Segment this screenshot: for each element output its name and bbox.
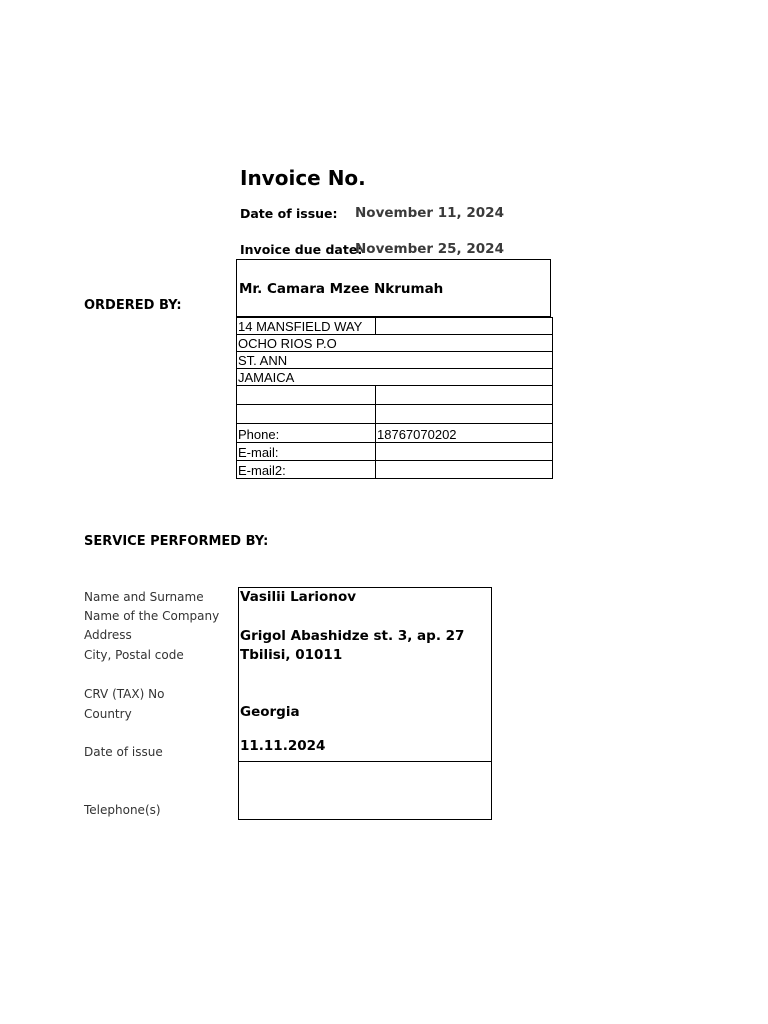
email-label: E-mail:: [237, 443, 376, 461]
phone-label: Phone:: [237, 424, 376, 443]
provider-address: Grigol Abashidze st. 3, ap. 27: [240, 628, 465, 644]
email2-value: [376, 461, 553, 479]
empty-cell: [376, 405, 553, 424]
telephone-label: Telephone(s): [84, 803, 161, 817]
customer-address-table: [236, 317, 553, 479]
table-row: [237, 352, 553, 369]
email-value: [376, 443, 553, 461]
address-line-2: OCHO RIOS P.O: [237, 335, 553, 352]
table-row: [237, 443, 553, 461]
service-date-label: Date of issue: [84, 745, 163, 759]
service-telephone-box: [238, 761, 492, 820]
invoice-title: Invoice No.: [240, 166, 366, 190]
service-details-box: [238, 587, 492, 762]
date-of-issue-value: November 11, 2024: [355, 205, 504, 221]
address-line-1: 14 MANSFIELD WAY: [237, 318, 376, 335]
phone-value: 18767070202: [376, 424, 553, 443]
table-row: [237, 386, 553, 405]
provider-date: 11.11.2024: [240, 738, 326, 754]
country-label: Country: [84, 707, 132, 721]
address-label: Address: [84, 628, 132, 642]
table-row: [237, 405, 553, 424]
due-date-label: Invoice due date:: [240, 242, 363, 257]
company-label: Name of the Company: [84, 609, 220, 623]
empty-cell: [237, 405, 376, 424]
table-row: [237, 335, 553, 352]
customer-name-box: [236, 259, 551, 317]
city-postal-label: City, Postal code: [84, 648, 184, 662]
empty-cell: [376, 386, 553, 405]
customer-name: Mr. Camara Mzee Nkrumah: [239, 281, 444, 297]
address-line-4: JAMAICA: [237, 369, 553, 386]
address-line-1-extra: [376, 318, 553, 335]
table-row: [237, 369, 553, 386]
table-row: [237, 461, 553, 479]
table-row: [237, 424, 553, 443]
ordered-by-label: ORDERED BY:: [84, 298, 182, 313]
tax-number-label: CRV (TAX) No: [84, 687, 165, 701]
date-of-issue-label: Date of issue:: [240, 206, 338, 221]
empty-cell: [237, 386, 376, 405]
provider-country: Georgia: [240, 704, 300, 720]
due-date-value: November 25, 2024: [355, 241, 504, 257]
address-line-3: ST. ANN: [237, 352, 553, 369]
name-surname-label: Name and Surname: [84, 590, 204, 604]
provider-name: Vasilii Larionov: [240, 589, 357, 605]
service-performed-label: SERVICE PERFORMED BY:: [84, 534, 269, 549]
table-row: [237, 318, 553, 335]
provider-city: Tbilisi, 01011: [240, 647, 343, 663]
email2-label: E-mail2:: [237, 461, 376, 479]
